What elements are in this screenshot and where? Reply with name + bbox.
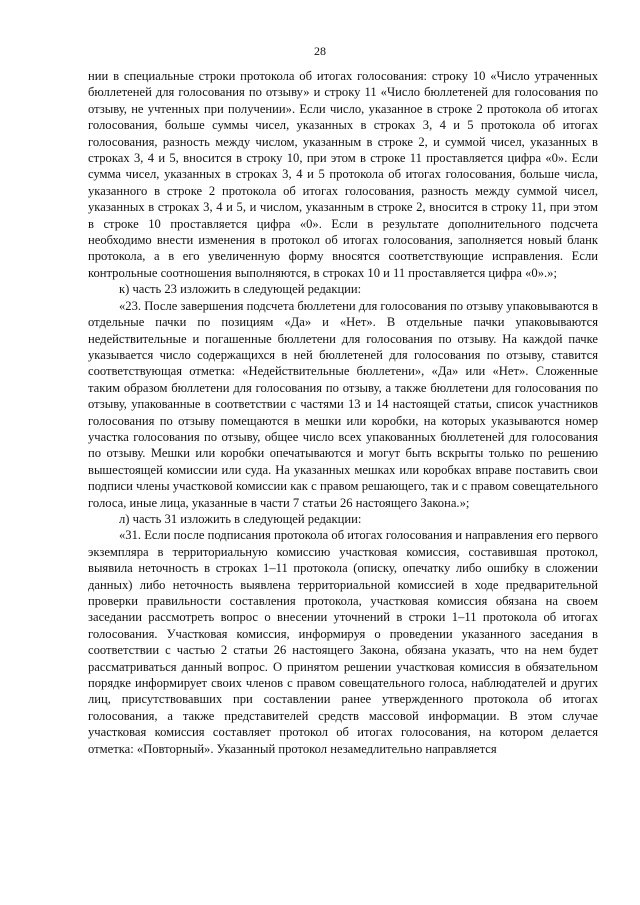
paragraph-amendment-k-header: к) часть 23 изложить в следующей редакции: <box>119 282 362 297</box>
paragraph-part-23: «23. После завершения подсчета бюллетени для голосования по отзыву упаковываются в отдельные пачки по позициям «Да» и «Нет». В отдельные пачки упаковываются недействительные и погашенные бюллетени для голосования по отзыву. На каждой пачке указывается число содержащихся в ней бюллетеней для голосования по отзыву, ставится соответствующая отметка: «Недействительные бюллетени», «Да» или «Нет». Сложенные таким образом бюллетени для голосования по отзыву, а также бюллетени для голосования по отзыву, упакованные в соответствии с частями 13 и 14 настоящей статьи, список участников голосования по отзыву помещаются в мешки или коробки, на которых указываются номер участка голосования по отзыву, общее число всех упакованных бюллетеней для голосования по отзыву. Мешки или коробки опечатываются и могут быть вскрыты только по решению вышестоящей комиссии или суда. На указанных мешках или коробках вправе поставить свои подписи члены участковой комиссии как с правом решающего, так и с правом совещательного голоса, иные лица, указанные в части 7 статьи 26 настоящего Закона.»; <box>88 298 598 510</box>
paragraph-continuation: нии в специальные строки протокола об итогах голосования: строку 10 «Число утраченных бюллетеней для голосования по отзыву» и строку 11 «Число бюллетеней для голосования по отзыву, не учтенных при получении». Если число, указанное в строке 2 протокола об итогах голосования, больше суммы чисел, указанных в строках 3, 4 и 5 протокола об итогах голосования, разность между числом, указанным в строке 2, и суммой чисел, указанных в строках 3, 4 и 5, вносится в строку 10, при этом в строке 11 проставляется цифра «0». Если сумма чисел, указанных в строках 3, 4 и 5 протокола об итогах голосования, больше числа, указанного в строке 2 протокола об итогах голосования, разность между суммой чисел, указанных в строках 3, 4 и 5, и числом, указанным в строке 2, вносится в строку 11, при этом в строке 10 проставляется цифра «0». Если в результате дополнительного подсчета необходимо внести изменения в протокол об итогах голосования, заполняется новый бланк протокола, а в его увеличенную форму вносятся соответствующие исправления. Если контрольные соотношения выполняются, в строках 10 и 11 проставляется цифра «0».»; <box>88 69 598 280</box>
page-number: 28 <box>314 44 326 58</box>
paragraph-part-31: «31. Если после подписания протокола об итогах голосования и направления его первого экземпляра в территориальную комиссию участковая комиссия, составившая протокол, выявила неточность в строках 1–11 протокола (описку, опечатку либо ошибку в сложении данных) либо неточность выявлена территориальной комиссией в ходе предварительной проверки правильности составления протокола, участковая комиссия обязана на своем заседании рассмотреть вопрос о внесении уточнений в строки 1–11 протокола об итогах голосования. Участковая комиссия, информируя о проведении указанного заседания в соответствии с частью 2 статьи 26 настоящего Закона, обязана указать, что на нем будет рассматриваться данный вопрос. О принятом решении участковая комиссия в обязательном порядке информирует своих членов с правом совещательного голоса, наблюдателей и других лиц, присутствовавших при составлении ранее утвержденного протокола об итогах голосования, а также представителей средств массовой информации. В этом случае участковая комиссия составляет протокол об итогах голосования, на котором делается отметка: «Повторный». Указанный протокол незамедлительно направляется <box>88 528 598 756</box>
paragraph-amendment-l-header: л) часть 31 изложить в следующей редакции: <box>119 511 362 526</box>
document-body <box>88 68 598 757</box>
